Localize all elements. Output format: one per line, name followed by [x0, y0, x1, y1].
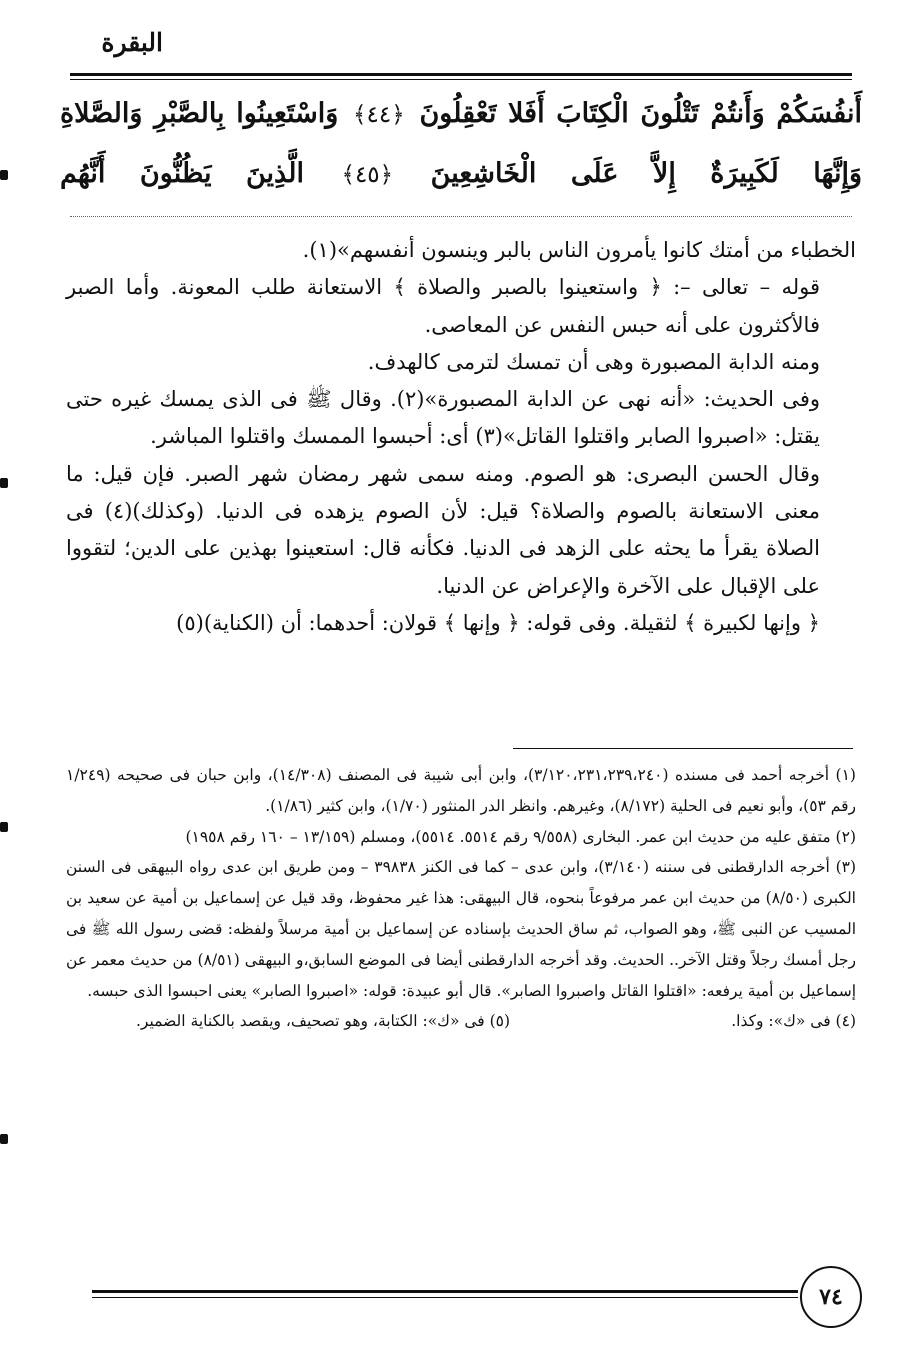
paragraph: قوله – تعالى –: ﴿ واستعينوا بالصبر والصلاة ﴾ الاستعانة طلب المعونة. وأما الصبر فالأكثرون على أنه حبس النفس عن المعاصى. — [66, 275, 820, 337]
ayah-number-mark: ﴿٤٤﴾ — [353, 102, 405, 128]
header-rule-thin — [70, 79, 852, 80]
footnotes — [66, 760, 856, 1037]
footnote: (١) أخرجه أحمد فى مسنده (٣/١٢٠،٢٣١،٢٣٩،٢٤٠)، وابن أبى شيبة فى المصنف (١٤/٣٠٨)، وابن حبان فى صحيحه (١/٢٤٩ رقم ٥٣)، وأبو نعيم فى الحلية (٨/١٧٢)، وغيرهم. وانظر الدر المنثور (١/٧٠)، وابن كثير (١/٨٦). — [66, 766, 856, 815]
footer-rule-thin — [92, 1297, 798, 1298]
paragraph: ومنه الدابة المصبورة وهى أن تمسك لترمى كالهدف. — [367, 349, 820, 374]
verse-text: أَنفُسَكُمْ وَأَنتُمْ تَتْلُونَ الْكِتَابَ أَفَلا تَعْقِلُونَ — [419, 98, 862, 129]
verse-line-1 — [60, 98, 862, 129]
footnote: (٢) متفق عليه من حديث ابن عمر. البخارى (٩/٥٥٨ رقم ٥٥١٤. ٥٥١٤)، ومسلم (١٣/١٥٩ – ١٦٠ رقم ١٩٥٨) — [185, 827, 856, 846]
footnote: (٣) أخرجه الدارقطنى فى سننه (٣/١٤٠)، وابن عدى – كما فى الكنز ٣٩٨٣٨ – ومن طريق ابن عدى رواه البيهقى فى السنن الكبرى (٨/٥٠) من حديث ابن عمر مرفوعاً بنحوه، قال البيهقى: هذا غير محفوظ، وقد قيل عن إسماعيل بن أمية عن سعيد بن المسيب عن النبى ﷺ، وهو الصواب، ثم ساق الحديث بإسناده عن إسماعيل بن أمية مرسلاً ولفظه: قضى رسول الله ﷺ فى رجل أمسك رجلاً وقتل الآخر.. الحديث. وقد أخرجه الدارقطنى أيضا فى الموضع السابق،و البيهقى (٨/٥١) من حديث معمر عن إسماعيل بن أمية يرفعه: «اقتلوا القاتل واصبروا الصابر». قال أبو عبيدة: قوله: «اصبروا الصابر» يعنى احبسوا الذى حبسه. — [66, 858, 857, 1000]
footnote: (٤) فى «ك»: وكذا. — [731, 1012, 856, 1031]
ayah-number-mark: ﴿٤٥﴾ — [341, 162, 394, 188]
footnote-rule — [513, 748, 853, 749]
footer-rule-thick — [92, 1290, 798, 1293]
surah-title: البقرة — [101, 28, 163, 57]
margin-mark — [0, 478, 8, 488]
margin-mark — [0, 170, 8, 180]
verse-text: وَإِنَّهَا لَكَبِيرَةٌ إِلاَّ عَلَى الْخَاشِعِينَ — [430, 158, 862, 189]
margin-mark — [0, 822, 8, 832]
margin-mark — [0, 1134, 8, 1144]
verse-text: وَاسْتَعِينُوا بِالصَّبْرِ وَالصَّلاةِ — [60, 98, 339, 129]
header-rule-thick — [70, 73, 852, 76]
verse-line-2 — [60, 158, 862, 189]
paragraph: الخطباء من أمتك كانوا يأمرون الناس بالبر وينسون أنفسهم»(١). — [302, 238, 856, 262]
footnote: (٥) فى «ك»: الكتابة، وهو تصحيف، ويقصد بالكناية الضمير. — [136, 1012, 511, 1031]
paragraph: وقال الحسن البصرى: هو الصوم. ومنه سمى شهر رمضان شهر الصبر. فإن قيل: ما معنى الاستعانة بالصوم والصلاة؟ قيل: لأن الصوم يزهده فى الدنيا. (وكذلك)(٤) فى الصلاة يقرأ ما يحثه على الزهد فى الدنيا. فكأنه قال: استعينوا بهذين على الدين؛ لتقووا على الإقبال على الآخرة والإعراض عن الدنيا. — [66, 461, 820, 598]
footnote-row — [136, 1006, 856, 1037]
paragraph: ﴿ وإنها لكبيرة ﴾ لثقيلة. وفى قوله: ﴿ وإنها ﴾ قولان: أحدهما: أن (الكناية)(٥) — [176, 610, 820, 635]
verse-text: الَّذِينَ يَظُنُّونَ أَنَّهُم — [60, 158, 304, 189]
verse-separator — [70, 216, 852, 217]
commentary-text — [66, 232, 856, 642]
page-number: ٧٤ — [800, 1266, 862, 1328]
paragraph: وفى الحديث: «أنه نهى عن الدابة المصبورة»(٢). وقال ﷺ فى الذى يمسك غيره حتى يقتل: «اصبروا الصابر واقتلوا القاتل»(٣) أى: أحبسوا الممسك واقتلوا المباشر. — [66, 387, 820, 449]
